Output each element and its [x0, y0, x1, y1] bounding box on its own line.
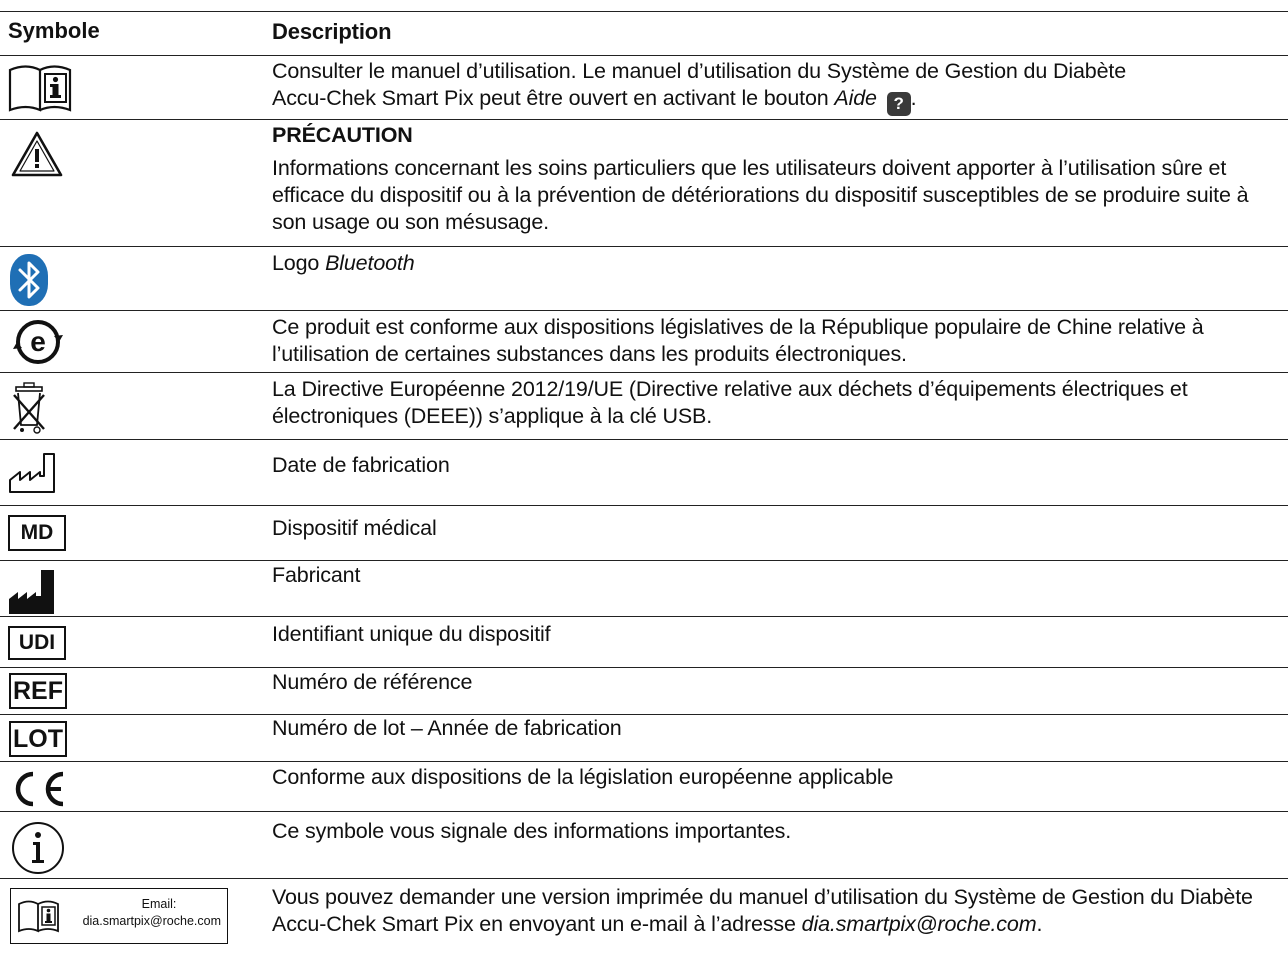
- table-row: [0, 439, 1288, 505]
- header-symbol: Symbole: [8, 18, 100, 43]
- row-description: Conforme aux dispositions de la législation européenne applicable: [272, 765, 894, 789]
- email-box: [10, 888, 228, 944]
- aide-label: Aide: [834, 86, 877, 110]
- table-row: [0, 372, 1288, 439]
- row-description: Identifiant unique du dispositif: [272, 622, 551, 646]
- email-address-link[interactable]: dia.smartpix@roche.com: [801, 912, 1037, 936]
- email-box-label: Email:: [141, 897, 177, 911]
- lot-label: LOT: [9, 721, 67, 757]
- caution-body: Informations concernant les soins particuliers que les utilisateurs doivent apporter à l’utilisation sûre et efficace du dispositif ou à la prévention de détériorations du dispositif susceptibles de se produire suite à son usage ou son mésusage.: [272, 156, 1249, 234]
- svg-text:e: e: [30, 326, 46, 357]
- row-description: Date de fabrication: [272, 453, 450, 477]
- bluetooth-em: Bluetooth: [325, 251, 415, 275]
- md-label: MD: [8, 515, 66, 551]
- ce-mark-icon: [9, 770, 69, 813]
- table-row: [0, 811, 1288, 878]
- email-text-end: .: [1036, 912, 1043, 936]
- caution-title: PRÉCAUTION: [272, 123, 413, 147]
- manual-info-icon: [8, 62, 74, 119]
- table-row: [0, 246, 1288, 310]
- table-row: [0, 714, 1288, 761]
- row-description: La Directive Européenne 2012/19/UE (Directive relative aux déchets d’équipements électriques et électroniques (DEEE)) s’applique à la clé USB.: [272, 377, 1188, 428]
- email-box-address: dia.smartpix@roche.com: [82, 914, 221, 928]
- udi-icon: [8, 626, 66, 660]
- bluetooth-text: Logo: [272, 251, 326, 275]
- row-description: [272, 884, 1284, 938]
- udi-label: UDI: [8, 626, 66, 660]
- table-row: [0, 616, 1288, 667]
- row-description: Dispositif médical: [272, 516, 437, 540]
- ref-label: REF: [9, 673, 67, 709]
- row-description: Fabricant: [272, 563, 361, 587]
- table-row: [0, 55, 1288, 119]
- bluetooth-icon: [9, 253, 49, 312]
- manual-line-2-text: Accu-Chek Smart Pix peut être ouvert en activant le bouton: [272, 86, 835, 110]
- header-description: Description: [272, 19, 392, 44]
- lot-icon: [9, 721, 67, 757]
- ref-icon: [9, 673, 67, 709]
- email-text: Vous pouvez demander une version imprimée du manuel d’utilisation du Système de Gestion du Diabète Accu-Chek Smart Pix en envoyant un e-mail à l’adresse: [272, 885, 1253, 936]
- medical-device-icon: [8, 515, 66, 551]
- manual-email-icon: [10, 888, 228, 944]
- row-description: Numéro de référence: [272, 670, 473, 694]
- row-description: Ce produit est conforme aux dispositions législatives de la République populaire de Chine relative à l’utilisation de certaines substances dans les produits électroniques.: [272, 315, 1204, 366]
- table-row: [0, 505, 1288, 560]
- email-box-text: [61, 896, 221, 930]
- manual-line-2-end: .: [910, 86, 917, 110]
- table-row: [0, 560, 1288, 616]
- table-row: [0, 119, 1288, 246]
- china-rohs-icon: [13, 317, 63, 372]
- table-row: [0, 310, 1288, 372]
- row-description: Numéro de lot – Année de fabrication: [272, 716, 622, 740]
- manual-line-2: [272, 85, 1284, 116]
- info-circle-icon: [10, 820, 66, 881]
- table-row: [0, 878, 1288, 955]
- manual-line-1: Consulter le manuel d’utilisation. Le manuel d’utilisation du Système de Gestion du Diabète: [272, 59, 1127, 83]
- row-description: [272, 122, 1284, 236]
- date-of-manufacture-icon: [8, 450, 58, 501]
- table-header: [0, 11, 1288, 55]
- row-description: [272, 58, 1284, 116]
- row-description: Ce symbole vous signale des informations importantes.: [272, 819, 792, 843]
- weee-crossed-bin-icon: [12, 381, 46, 442]
- row-description: [272, 250, 1284, 277]
- help-button-icon: ?: [887, 92, 911, 116]
- table-row: [0, 667, 1288, 714]
- table-row: [0, 761, 1288, 811]
- manufacturer-icon: [8, 567, 56, 620]
- warning-triangle-icon: [10, 130, 64, 185]
